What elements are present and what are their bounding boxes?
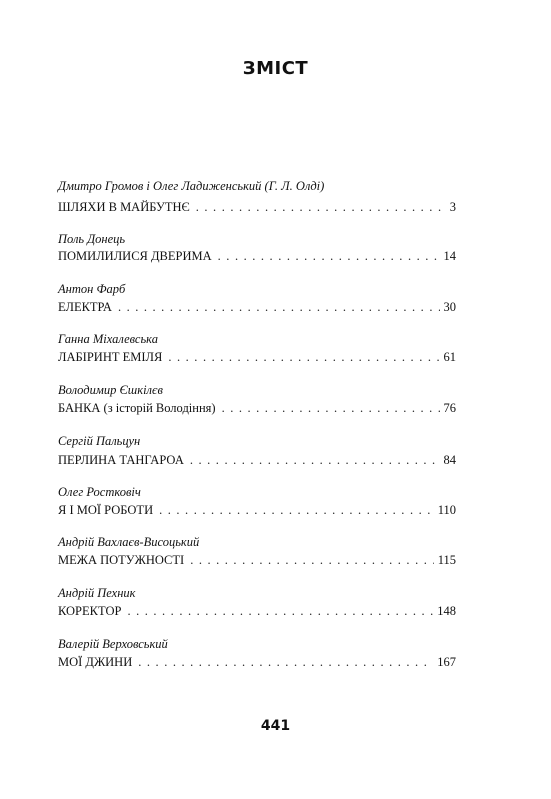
toc-page-number: 3 xyxy=(449,200,456,214)
dot-leader xyxy=(190,553,434,568)
dot-leader xyxy=(222,401,440,416)
toc-author: Антон Фарб xyxy=(58,282,126,296)
toc-author: Андрій Пехник xyxy=(58,586,136,600)
toc-title: ШЛЯХИ В МАЙБУТНЄ xyxy=(58,200,190,214)
dot-leader xyxy=(138,655,433,670)
toc-title: ПЕРЛИНА ТАНГАРОА xyxy=(58,453,184,467)
toc-author: Поль Донець xyxy=(58,232,126,246)
toc-title: КОРЕКТОР xyxy=(58,604,122,618)
toc-page-number: 76 xyxy=(443,401,456,415)
toc-entry[interactable] xyxy=(58,503,456,518)
toc-page-number: 110 xyxy=(437,503,456,517)
toc-page-number: 84 xyxy=(443,453,456,467)
toc-title: ПОМИЛИЛИСЯ ДВЕРИМА xyxy=(58,249,212,263)
toc-entry[interactable] xyxy=(58,350,456,365)
dot-leader xyxy=(218,249,440,264)
toc-entry[interactable] xyxy=(58,200,456,215)
toc-entry[interactable] xyxy=(58,401,456,416)
toc-page-number: 14 xyxy=(443,249,456,263)
toc-page-number: 115 xyxy=(437,553,456,567)
toc-entry[interactable] xyxy=(58,604,456,619)
toc-entry[interactable] xyxy=(58,655,456,670)
dot-leader xyxy=(196,200,446,215)
dot-leader xyxy=(190,453,440,468)
toc-entry[interactable] xyxy=(58,249,456,264)
toc-title: БАНКА (з історій Володіння) xyxy=(58,401,216,415)
toc-title: ЛАБІРИНТ ЕМІЛЯ xyxy=(58,350,163,364)
dot-leader xyxy=(168,350,439,365)
toc-entry[interactable] xyxy=(58,300,456,315)
dot-leader xyxy=(127,604,433,619)
toc-author: Ганна Міхалевська xyxy=(58,332,158,346)
toc-author: Олег Ростковіч xyxy=(58,485,141,499)
toc-author: Сергій Пальцун xyxy=(58,434,141,448)
toc-title: МЕЖА ПОТУЖНОСТІ xyxy=(58,553,185,567)
toc-author: Володимир Єшкілєв xyxy=(58,383,163,397)
toc-page-number: 167 xyxy=(437,655,456,669)
dot-leader xyxy=(159,503,434,518)
page-number: 441 xyxy=(260,718,291,734)
toc-page-number: 61 xyxy=(443,350,456,364)
toc-page-number: 30 xyxy=(443,300,456,314)
dot-leader xyxy=(118,300,440,315)
toc-author: Валерій Верховський xyxy=(58,637,168,651)
page-title: ЗМІСТ xyxy=(242,58,309,79)
toc-entry[interactable] xyxy=(58,453,456,468)
toc-title: МОЇ ДЖИНИ xyxy=(58,655,133,669)
toc-author: Дмитро Громов і Олег Ладиженський (Г. Л. Олді) xyxy=(58,179,325,193)
toc-title: Я І МОЇ РОБОТИ xyxy=(58,503,154,517)
toc-page-number: 148 xyxy=(437,604,456,618)
toc-author: Андрій Вахлаєв-Висоцький xyxy=(58,535,200,549)
toc-title: ЕЛЕКТРА xyxy=(58,300,112,314)
toc-entry[interactable] xyxy=(58,553,456,568)
